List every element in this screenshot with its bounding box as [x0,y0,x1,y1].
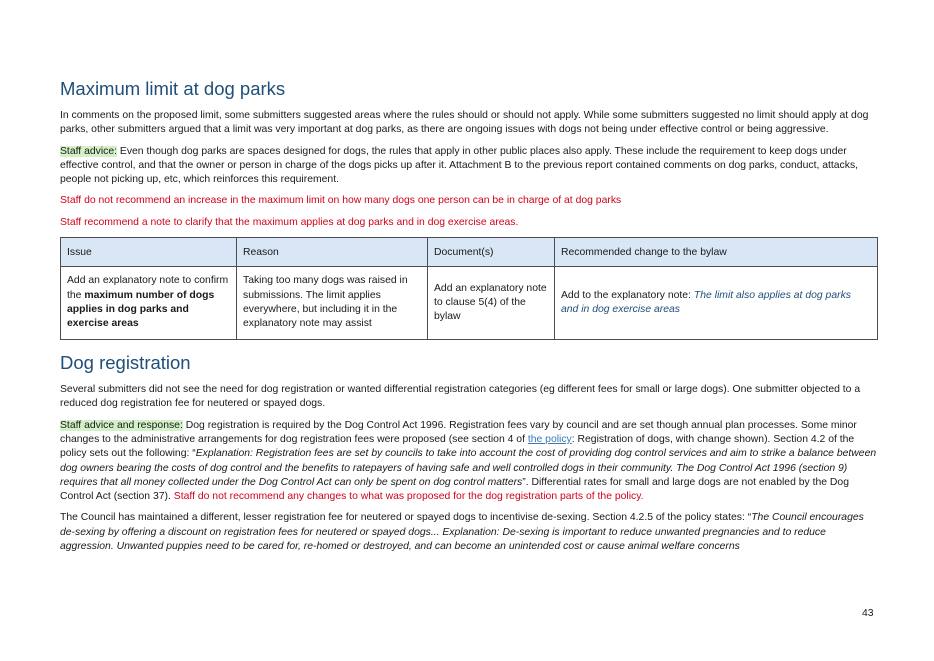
document-page [60,78,878,561]
issue-bold-text: maximum number of dogs applies in dog parks and exercise areas [67,289,215,330]
cell-reason: Taking too many dogs was raised in submissions. The limit applies everywhere, but including it in the explanatory note may assist [237,267,428,340]
paragraph-desexing: The Council has maintained a different, lesser registration fee for neutered or spayed dogs to incentivise de-sexing. Section 4.2.5 of the policy states: “The Council encourages de-sexing by offering a discount on registration fees for neutered or spayed dogs... Explanation: De-sexing is important to reduce unwanted pregnancies and to reduce aggression. Unwanted puppies need to be cared for, re-homed or destroyed, and can become an unintended cost or cause animal welfare concerns [60,512,864,553]
cell-document: Add an explanatory note to clause 5(4) of the bylaw [428,267,555,340]
recommendation-note: Staff recommend a note to clarify that the maximum applies at dog parks and in dog exercise areas. [60,216,519,228]
paragraph-staff-advice-response: Staff advice and response: Dog registration is required by the Dog Control Act 1996. Registration fees vary by council and are set though annual plan processes. Some minor changes to the administrative arrangements for dog registration fees were proposed (see section 4 of the policy: Registration of dogs, with change shown). Section 4.2 of the policy sets out the following: “Explanation: Registration fees are set by councils to take into account the cost of providing dog control services and aim to strike a balance between dog owners bearing the costs of dog control and the benefits to ratepayers of having safe and well controlled dogs in their community. The Dog Control Act 1996 (section 9) requires that all money collected under the Dog Control Act can only be spent on dog control matters”. Differential rates for small and large dogs are not enabled by the Dog Control Act (section 37). Staff do not recommend any changes to what was proposed for the dog registration parts of the policy. [60,419,877,503]
page-number: 43 [862,608,874,619]
col-header-documents: Document(s) [428,238,555,267]
paragraph-submitters: Several submitters did not see the need for dog registration or wanted differential registration categories (eg different fees for small or large dogs). One submitter objected to a reduced dog registration fee for neutered or spayed dogs. [60,384,861,410]
col-header-issue: Issue [61,238,237,267]
table-header-row [61,238,878,267]
paragraph-staff-advice [60,145,878,188]
policy-quote: Explanation: Registration fees are set by councils to take into account the cost of providing dog control services and aim to strike a balance between dog owners bearing the costs of dog control and the benefits to ratepayers of having safe and well controlled dogs in their community. The Dog Control Act 1996 (section 9) requires that all money collected under the Dog Control Act can only be spent on dog control matters [60,448,877,488]
paragraph-comments: In comments on the proposed limit, some submitters suggested areas where the rules should or should not apply. While some submitters suggested no limit should apply at dog parks, other submitters argued that a limit was very important at dog parks, as there are ongoing issues with dogs not being under effective control or being aggressive. [60,110,869,136]
cell-change: Add to the explanatory note: The limit also applies at dog parks and in dog exercise areas [555,267,878,340]
section-heading-max-limit: Maximum limit at dog parks [60,78,286,99]
staff-advice-text: Even though dog parks are spaces designed for dogs, the rules that apply in other public places also apply. These include the requirement to keep dogs under effective control, and that the owner or person in charge of the dogs picks up after it. Attachment B to the previous report contained comments on dog parks, conduct, attacks, people not picking up, etc, which reinforces this requirement. [60,145,859,186]
table-row [61,267,878,340]
desexing-quote: The Council encourages de-sexing by offering a discount on registration fees for neutered or spayed dogs... Explanation: De-sexing is important to reduce unwanted pregnancies and to reduce aggression. Unwanted puppies need to be cared for, re-homed or destroyed, and can become an unintended cost or cause animal welfare concerns [60,512,864,553]
col-header-reason: Reason [237,238,428,267]
staff-advice-label: Staff advice: [60,145,117,157]
section-heading-dog-registration: Dog registration [60,352,191,374]
recommendation-no-changes: Staff do not recommend any changes to what was proposed for the dog registration parts of the policy [173,491,641,503]
cell-issue: Add an explanatory note to confirm the maximum number of dogs applies in dog parks and exercise areas [61,267,237,340]
staff-advice-response-label: Staff advice and response: [60,419,183,431]
change-italic-text: The limit also applies at dog parks and in dog exercise areas [561,289,851,316]
col-header-recommended-change: Recommended change to the bylaw [555,238,878,267]
recommendation-table [60,237,878,340]
policy-link[interactable]: the policy [527,433,572,445]
recommendation-no-increase: Staff do not recommend an increase in the maximum limit on how many dogs one person can be in charge of at dog parks [60,195,622,207]
